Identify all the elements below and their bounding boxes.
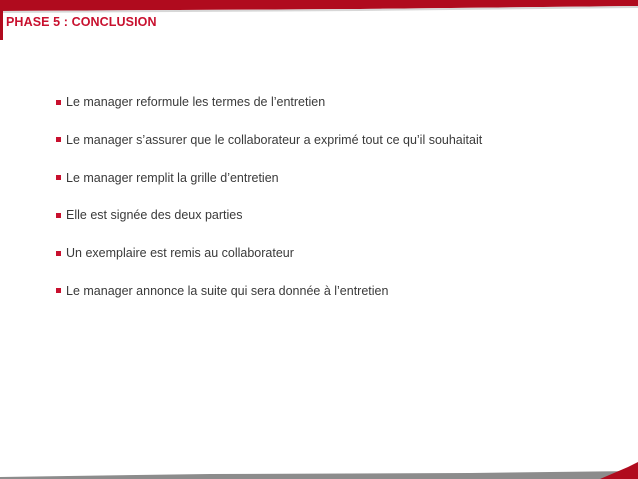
list-item [56, 132, 482, 148]
list-item-text: Le manager remplit la grille d’entretien [66, 170, 279, 185]
square-bullet-icon [56, 251, 61, 256]
list-item-text: Elle est signée des deux parties [66, 208, 243, 223]
list-item-text: Le manager annonce la suite qui sera donnée à l’entretien [66, 283, 389, 298]
list-item [56, 207, 482, 223]
slide-title: PHASE 5 : CONCLUSION [6, 15, 157, 29]
square-bullet-icon [56, 137, 61, 142]
list-item [56, 94, 482, 110]
bottom-banner [0, 462, 638, 479]
list-item-text: Un exemplaire est remis au collaborateur [66, 246, 294, 261]
list-item [56, 283, 482, 299]
list-item-text: Le manager s’assurer que le collaborateur a exprimé tout ce qu’il souhaitait [66, 132, 483, 147]
bullet-list [56, 94, 482, 321]
list-item [56, 245, 482, 261]
list-item-text: Le manager reformule les termes de l’entretien [66, 95, 326, 109]
square-bullet-icon [56, 213, 61, 218]
square-bullet-icon [56, 100, 61, 105]
square-bullet-icon [56, 175, 61, 180]
list-item [56, 170, 482, 186]
square-bullet-icon [56, 288, 61, 293]
